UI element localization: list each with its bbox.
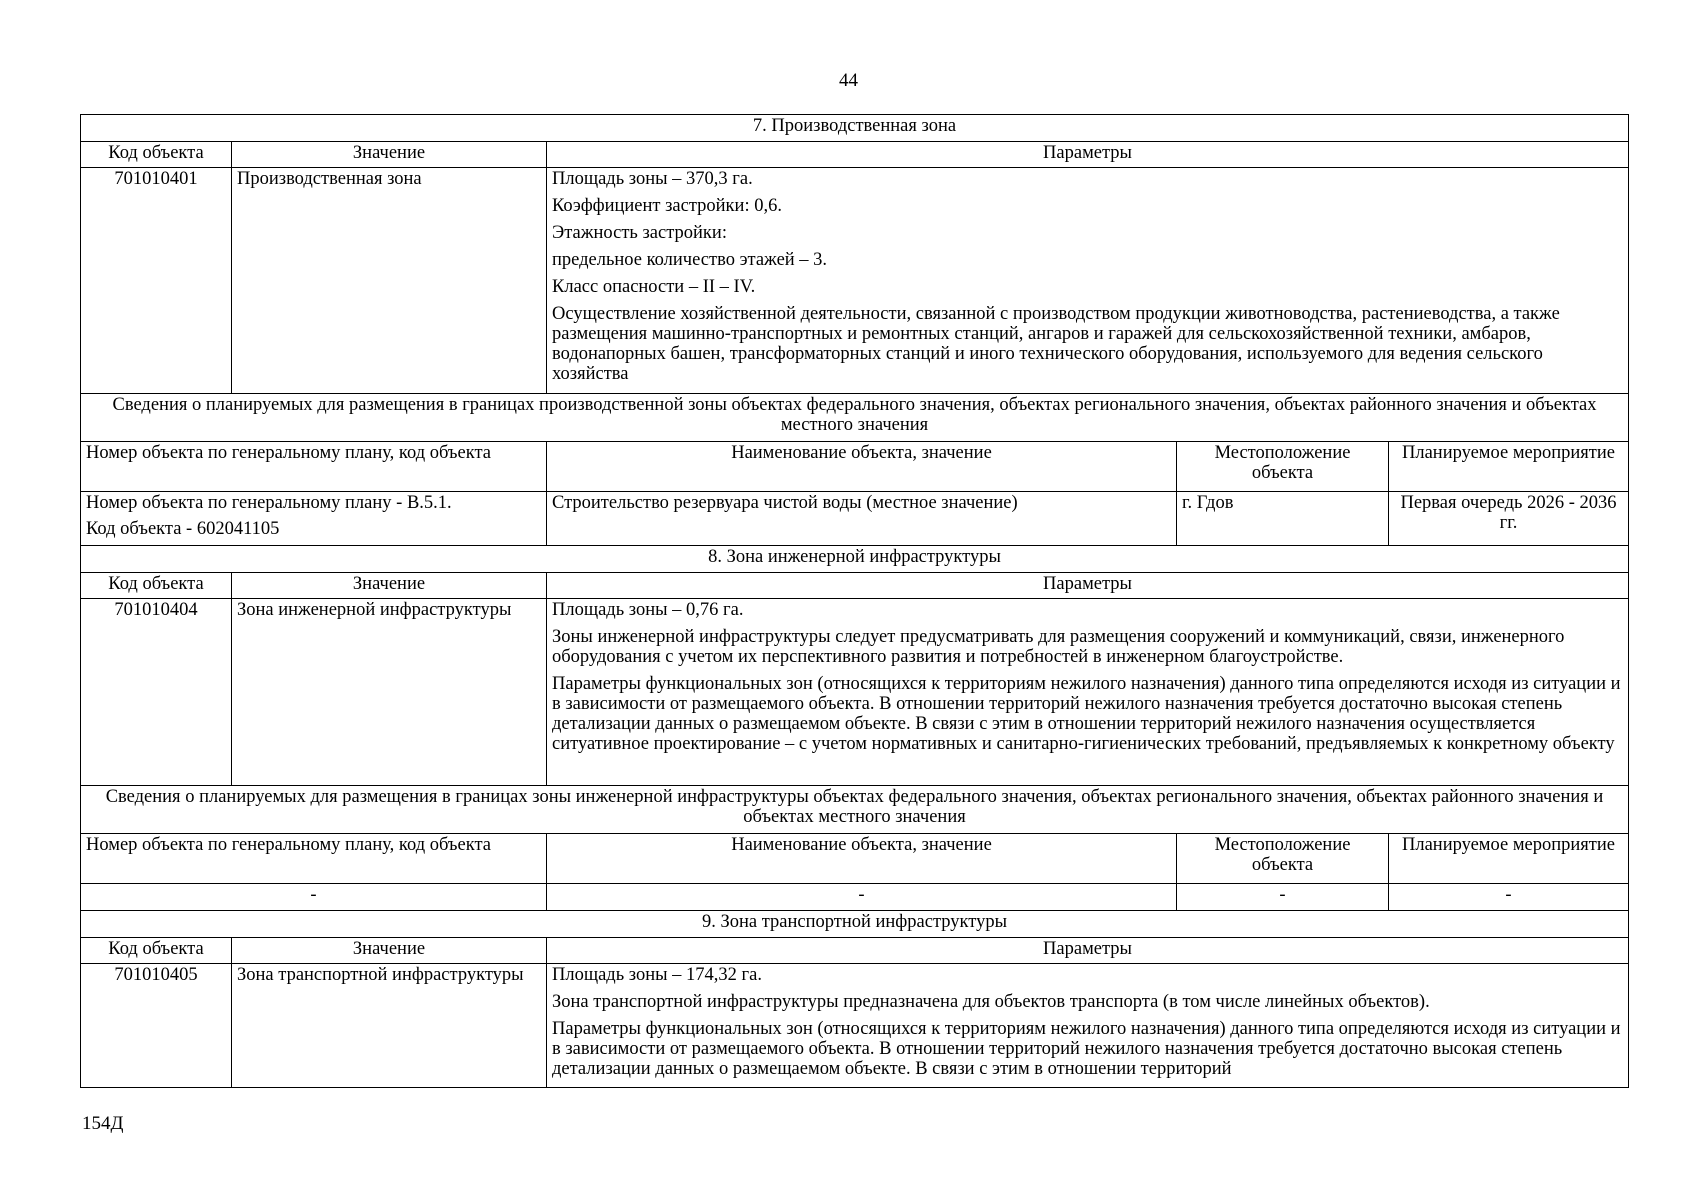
param-line: Площадь зоны – 370,3 га. [552, 169, 753, 189]
zone-8-object-planned: - [1389, 884, 1629, 911]
zone-8-info: Сведения о планируемых для размещения в границах зоны инженерной инфраструктуры объектах федерального значения, объектах регионального значения, объектах районного значения и объектах местного значения [81, 786, 1629, 834]
zone-8-name: Зона инженерной инфраструктуры [232, 599, 547, 786]
param-line: предельное количество этажей – 3. [552, 250, 828, 270]
param-line: Площадь зоны – 0,76 га. [552, 600, 744, 620]
footer-code: 154Д [82, 1113, 124, 1134]
zone-7-name: Производственная зона [232, 168, 547, 394]
param-line: Площадь зоны – 174,32 га. [552, 965, 762, 985]
header-code: Код объекта [81, 142, 232, 168]
object-number-line: Номер объекта по генеральному плану - В.5.1. [86, 493, 452, 513]
header-value: Значение [232, 938, 547, 964]
param-line: Осуществление хозяйственной деятельности, связанной с производством продукции животноводства, растениеводства, а также размещения машинно-транспортных и ремонтных станций, ангаров и гаражей для сельскохозяйственной техники, амбаров, водонапорных башен, трансформаторных станций и иного технического оборудования, используемого для ведения сельского хозяйства [552, 304, 1560, 384]
zone-8-object-location: - [1177, 884, 1389, 911]
zone-8-params [547, 599, 1629, 786]
header-obj-name: Наименование объекта, значение [547, 834, 1177, 884]
header-value: Значение [232, 142, 547, 168]
param-line: Параметры функциональных зон (относящихся к территориям нежилого назначения) данного типа определяются исходя из ситуации и в зависимости от размещаемого объекта. В отношении территорий нежилого назначения требуется достаточно высокая степень детализации данных о размещаемом объекте. В связи с этим в отношении территорий [552, 1019, 1621, 1079]
zone-8-title: 8. Зона инженерной инфраструктуры [81, 546, 1629, 573]
zone-9-code: 701010405 [81, 964, 232, 1088]
zone-8-code: 701010404 [81, 599, 232, 786]
header-location: Местоположение объекта [1177, 834, 1389, 884]
header-code: Код объекта [81, 938, 232, 964]
zone-7-info: Сведения о планируемых для размещения в границах производственной зоны объектах федерального значения, объектах регионального значения, объектах районного значения и объектах местного значения [81, 394, 1629, 442]
header-planned: Планируемое мероприятие [1389, 834, 1629, 884]
zone-7-params [547, 168, 1629, 394]
header-value: Значение [232, 573, 547, 599]
zone-9-params [547, 964, 1629, 1088]
object-code-line: Код объекта - 602041105 [86, 519, 280, 539]
header-obj-number: Номер объекта по генеральному плану, код объекта [81, 834, 547, 884]
zone-7-object-name: Строительство резервуара чистой воды (местное значение) [547, 492, 1177, 546]
header-code: Код объекта [81, 573, 232, 599]
header-params: Параметры [547, 142, 1629, 168]
header-obj-name: Наименование объекта, значение [547, 442, 1177, 492]
zone-9-name: Зона транспортной инфраструктуры [232, 964, 547, 1088]
param-line: Зоны инженерной инфраструктуры следует предусматривать для размещения сооружений и коммуникаций, связи, инженерного оборудования с учетом их перспективного развития и потребностей в инженерном благоустройстве. [552, 627, 1565, 667]
param-line: Класс опасности – II – IV. [552, 277, 756, 297]
zone-7-object-location: г. Гдов [1177, 492, 1389, 546]
param-line: Зона транспортной инфраструктуры предназначена для объектов транспорта (в том числе линейных объектов). [552, 992, 1430, 1012]
header-obj-number: Номер объекта по генеральному плану, код объекта [81, 442, 547, 492]
zone-7-title: 7. Производственная зона [81, 115, 1629, 142]
zone-7-code: 701010401 [81, 168, 232, 394]
param-line: Параметры функциональных зон (относящихся к территориям нежилого назначения) данного типа определяются исходя из ситуации и в зависимости от размещаемого объекта. В отношении территорий нежилого назначения требуется достаточно высокая степень детализации данных о размещаемом объекте. В связи с этим в отношении территорий нежилого назначения осуществляется ситуативное проектирование – с учетом нормативных и санитарно-гигиенических требований, предъявляемых к конкретному объекту [552, 674, 1621, 754]
param-line: Этажность застройки: [552, 223, 727, 243]
zones-table [80, 114, 1629, 1088]
zone-7-object-number [81, 492, 547, 546]
param-line: Коэффициент застройки: 0,6. [552, 196, 782, 216]
zone-9-title: 9. Зона транспортной инфраструктуры [81, 911, 1629, 938]
zone-8-object-number: - [81, 884, 547, 911]
page-number: 44 [839, 70, 858, 91]
header-location: Местоположение объекта [1177, 442, 1389, 492]
zone-8-object-name: - [547, 884, 1177, 911]
zone-7-object-planned: Первая очередь 2026 - 2036 гг. [1389, 492, 1629, 546]
header-params: Параметры [547, 573, 1629, 599]
header-planned: Планируемое мероприятие [1389, 442, 1629, 492]
header-params: Параметры [547, 938, 1629, 964]
